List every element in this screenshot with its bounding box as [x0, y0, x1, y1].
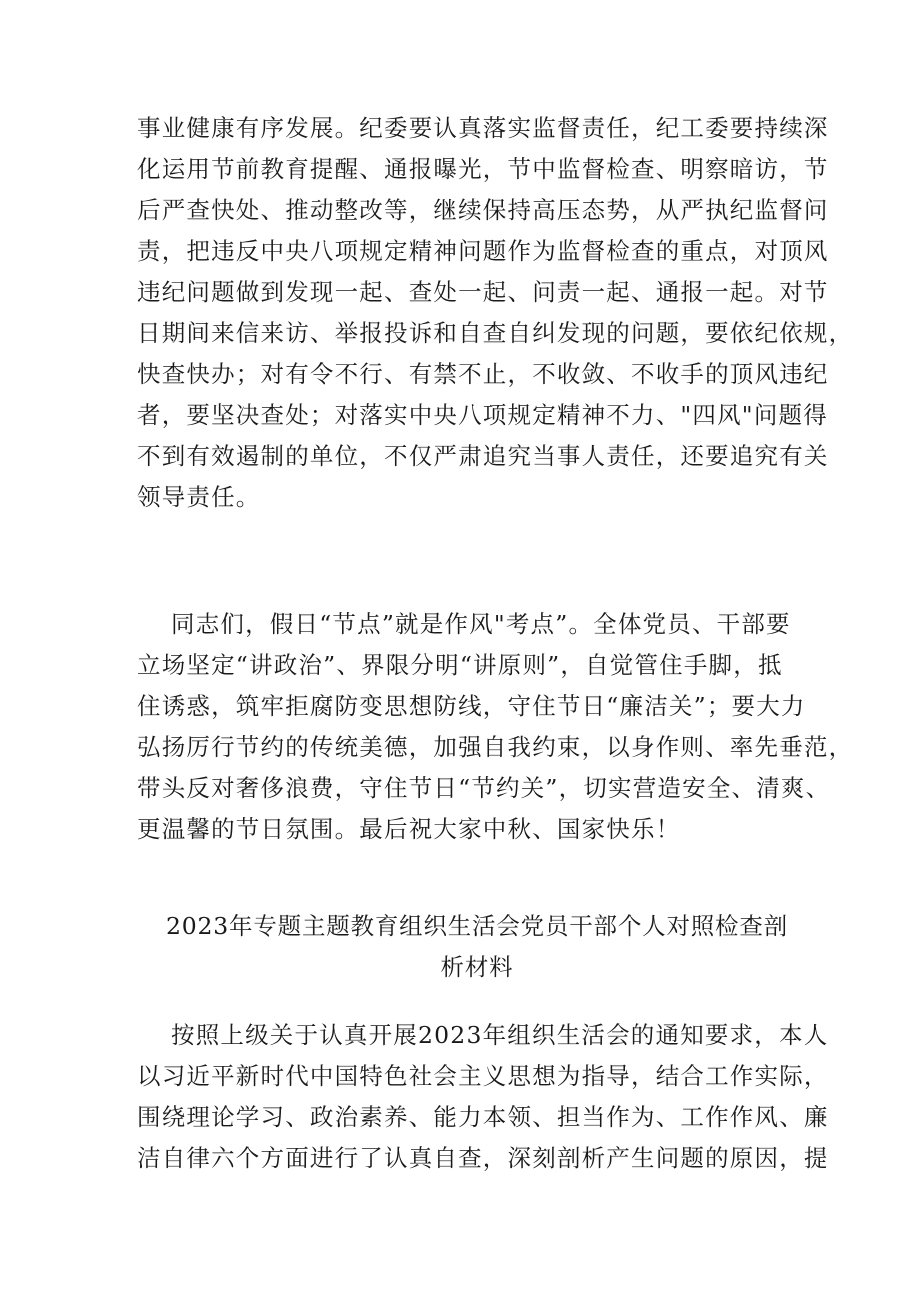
paragraph-line: 者，要坚决查处；对落实中央八项规定精神不力、"四风"问题得 — [137, 401, 828, 429]
paragraph-line: 住诱惑，筑牢拒腐防变思想防线，守住节日“廉洁关”；要大力 — [137, 692, 806, 720]
paragraph-line: 围绕理论学习、政治素养、能力本领、担当作为、工作作风、廉 — [137, 1103, 829, 1131]
paragraph-line: 事业健康有序发展。纪委要认真落实监督责任，纪工委要持续深 — [137, 114, 829, 142]
paragraph-line: 化运用节前教育提醒、通报曝光，节中监督检查、明察暗访，节 — [137, 155, 829, 183]
paragraph-line: 违纪问题做到发现一起、查处一起、问责一起、通报一起。对节 — [137, 278, 829, 306]
paragraph-line: 更温馨的节日氛围。最后祝大家中秋、国家快乐！ — [137, 815, 681, 843]
paragraph-line: 带头反对奢侈浪费，守住节日“节约关”，切实营造安全、清爽、 — [137, 774, 831, 802]
section-title — [137, 906, 817, 988]
paragraph-line: 以习近平新时代中国特色社会主义思想为指导，结合工作实际， — [137, 1062, 829, 1090]
paragraph-line: 洁自律六个方面进行了认真自查，深刻剖析产生问题的原因，提 — [137, 1144, 829, 1172]
title-line: 析材料 — [440, 953, 514, 981]
paragraph-discipline-supervision — [137, 108, 854, 518]
title-line: 2023年专题主题教育组织生活会党员干部个人对照检查剖 — [166, 912, 788, 940]
paragraph-line: 责，把违反中央八项规定精神问题作为监督检查的重点，对顶风 — [137, 237, 829, 265]
paragraph-line: 快查快办；对有令不行、有禁不止，不收敛、不收手的顶风违纪 — [137, 360, 829, 388]
paragraph-line: 同志们，假日“节点”就是作风"考点”。全体党员、干部要 — [171, 610, 791, 638]
paragraph-self-inspection-intro — [137, 1015, 829, 1179]
paragraph-holiday-closing — [137, 604, 854, 850]
paragraph-line: 领导责任。 — [137, 483, 261, 511]
paragraph-line: 按照上级关于认真开展2023年组织生活会的通知要求，本人 — [171, 1021, 829, 1049]
paragraph-line: 日期间来信来访、举报投诉和自查自纠发现的问题，要依纪依规， — [137, 319, 854, 347]
paragraph-line: 弘扬厉行节约的传统美德，加强自我约束，以身作则、率先垂范， — [137, 733, 854, 761]
paragraph-line: 立场坚定“讲政治”、界限分明“讲原则”，自觉管住手脚，抵 — [137, 651, 783, 679]
paragraph-line: 不到有效遏制的单位，不仅严肃追究当事人责任，还要追究有关 — [137, 442, 829, 470]
paragraph-line: 后严查快处、推动整改等，继续保持高压态势，从严执纪监督问 — [137, 196, 829, 224]
